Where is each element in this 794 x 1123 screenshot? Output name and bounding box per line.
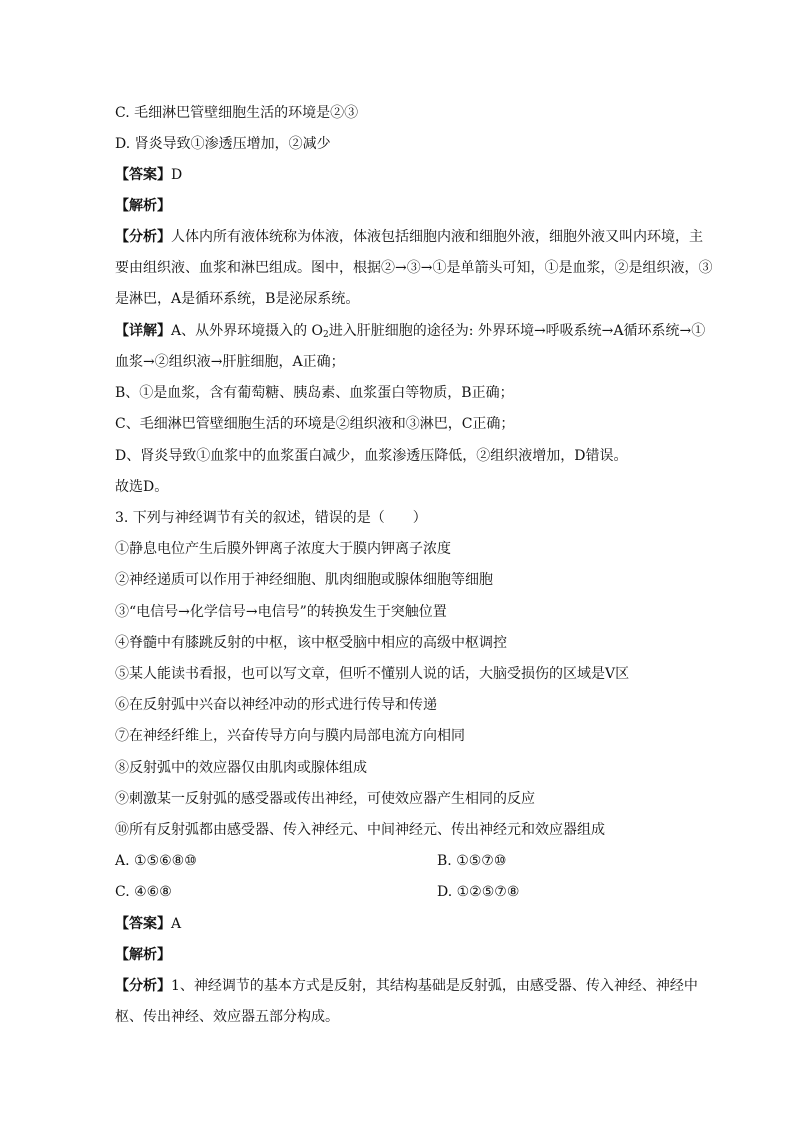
q3-item: ②神经递质可以作用于神经细胞、肌肉细胞或腺体细胞等细胞 xyxy=(115,572,493,588)
q2-fenxi-line-1 xyxy=(115,227,703,247)
q2-xiangjie-line-3: B、①是血浆，含有葡萄糖、胰岛素、血浆蛋白等物质，B正确； xyxy=(115,385,514,401)
q2-xiangjie-line-2: 血浆→②组织液→肝脏细胞，A正确； xyxy=(115,354,345,370)
q2-analysis-label: 【解析】 xyxy=(115,198,171,214)
q3-item: ①静息电位产生后膜外钾离子浓度大于膜内钾离子浓度 xyxy=(115,541,451,557)
q3-analysis-label: 【解析】 xyxy=(115,947,171,963)
q3-item: ⑤某人能读书看报，也可以写文章，但听不懂别人说的话，大脑受损伤的区域是V区 xyxy=(115,666,630,682)
fenxi-label: 【分析】 xyxy=(115,978,171,994)
q3-option-a: A. ①⑤⑥⑧⑩ xyxy=(115,853,197,869)
xiangjie-label: 【详解】 xyxy=(115,323,171,339)
answer-value: A xyxy=(171,916,182,932)
answer-label: 【答案】 xyxy=(115,916,171,932)
xiangjie-text-a: A、从外界环境摄入的 O xyxy=(171,323,324,339)
q2-option-d: D. 肾炎导致①渗透压增加，②减少 xyxy=(115,136,331,152)
q3-answer xyxy=(115,914,181,934)
q2-fenxi-line-3: 是淋巴，A是循环系统，B是泌尿系统。 xyxy=(115,291,360,307)
q3-item: ⑩所有反射弧都由感受器、传入神经元、中间神经元、传出神经元和效应器组成 xyxy=(115,822,605,838)
fenxi-label: 【分析】 xyxy=(115,229,171,245)
answer-value: D xyxy=(171,167,183,183)
q2-fenxi-line-2: 要由组织液、血浆和淋巴组成。图中，根据②→③→①是单箭头可知，①是血浆，②是组织液，③ xyxy=(115,260,713,276)
q3-fenxi-line-1 xyxy=(115,976,698,996)
q3-item: ④脊髓中有膝跳反射的中枢，该中枢受脑中相应的高级中枢调控 xyxy=(115,635,507,651)
q2-xiangjie-line-5: D、肾炎导致①血浆中的血浆蛋白减少，血浆渗透压降低，②组织液增加，D错误。 xyxy=(115,448,628,464)
fenxi-text: 1、神经调节的基本方式是反射，其结构基础是反射弧，由感受器、传入神经、神经中 xyxy=(171,978,698,994)
q3-stem: 3. 下列与神经调节有关的叙述，错误的是（ ） xyxy=(115,510,427,526)
xiangjie-text-b: 进入肝脏细胞的途径为: 外界环境→呼吸系统→A循环系统→① xyxy=(328,323,706,339)
q3-option-b: B. ①⑤⑦⑩ xyxy=(437,853,507,869)
fenxi-text: 人体内所有液体统称为体液，体液包括细胞内液和细胞外液，细胞外液又叫内环境，主 xyxy=(171,229,703,245)
q3-fenxi-line-2: 枢、传出神经、效应器五部分构成。 xyxy=(115,1009,339,1025)
q3-option-c: C. ④⑥⑧ xyxy=(115,884,172,900)
q3-item: ⑧反射弧中的效应器仅由肌肉或腺体组成 xyxy=(115,760,367,776)
subscript-2: 2 xyxy=(323,330,329,340)
q3-item: ⑨刺激某一反射弧的感受器或传出神经，可使效应器产生相同的反应 xyxy=(115,791,535,807)
q3-option-d: D. ①②⑤⑦⑧ xyxy=(437,884,520,900)
q2-xiangjie-line-1 xyxy=(115,321,705,345)
answer-label: 【答案】 xyxy=(115,167,171,183)
q3-item: ⑦在神经纤维上，兴奋传导方向与膜内局部电流方向相同 xyxy=(115,728,465,744)
q2-option-c: C. 毛细淋巴管壁细胞生活的环境是②③ xyxy=(115,105,359,121)
q2-xiangjie-line-4: C、毛细淋巴管壁细胞生活的环境是②组织液和③淋巴，C正确； xyxy=(115,416,515,432)
q3-item: ③“电信号→化学信号→电信号”的转换发生于突触位置 xyxy=(115,604,447,620)
q3-item: ⑥在反射弧中兴奋以神经冲动的形式进行传导和传递 xyxy=(115,697,437,713)
q2-answer xyxy=(115,165,182,185)
q2-conclusion: 故选D。 xyxy=(115,479,169,495)
